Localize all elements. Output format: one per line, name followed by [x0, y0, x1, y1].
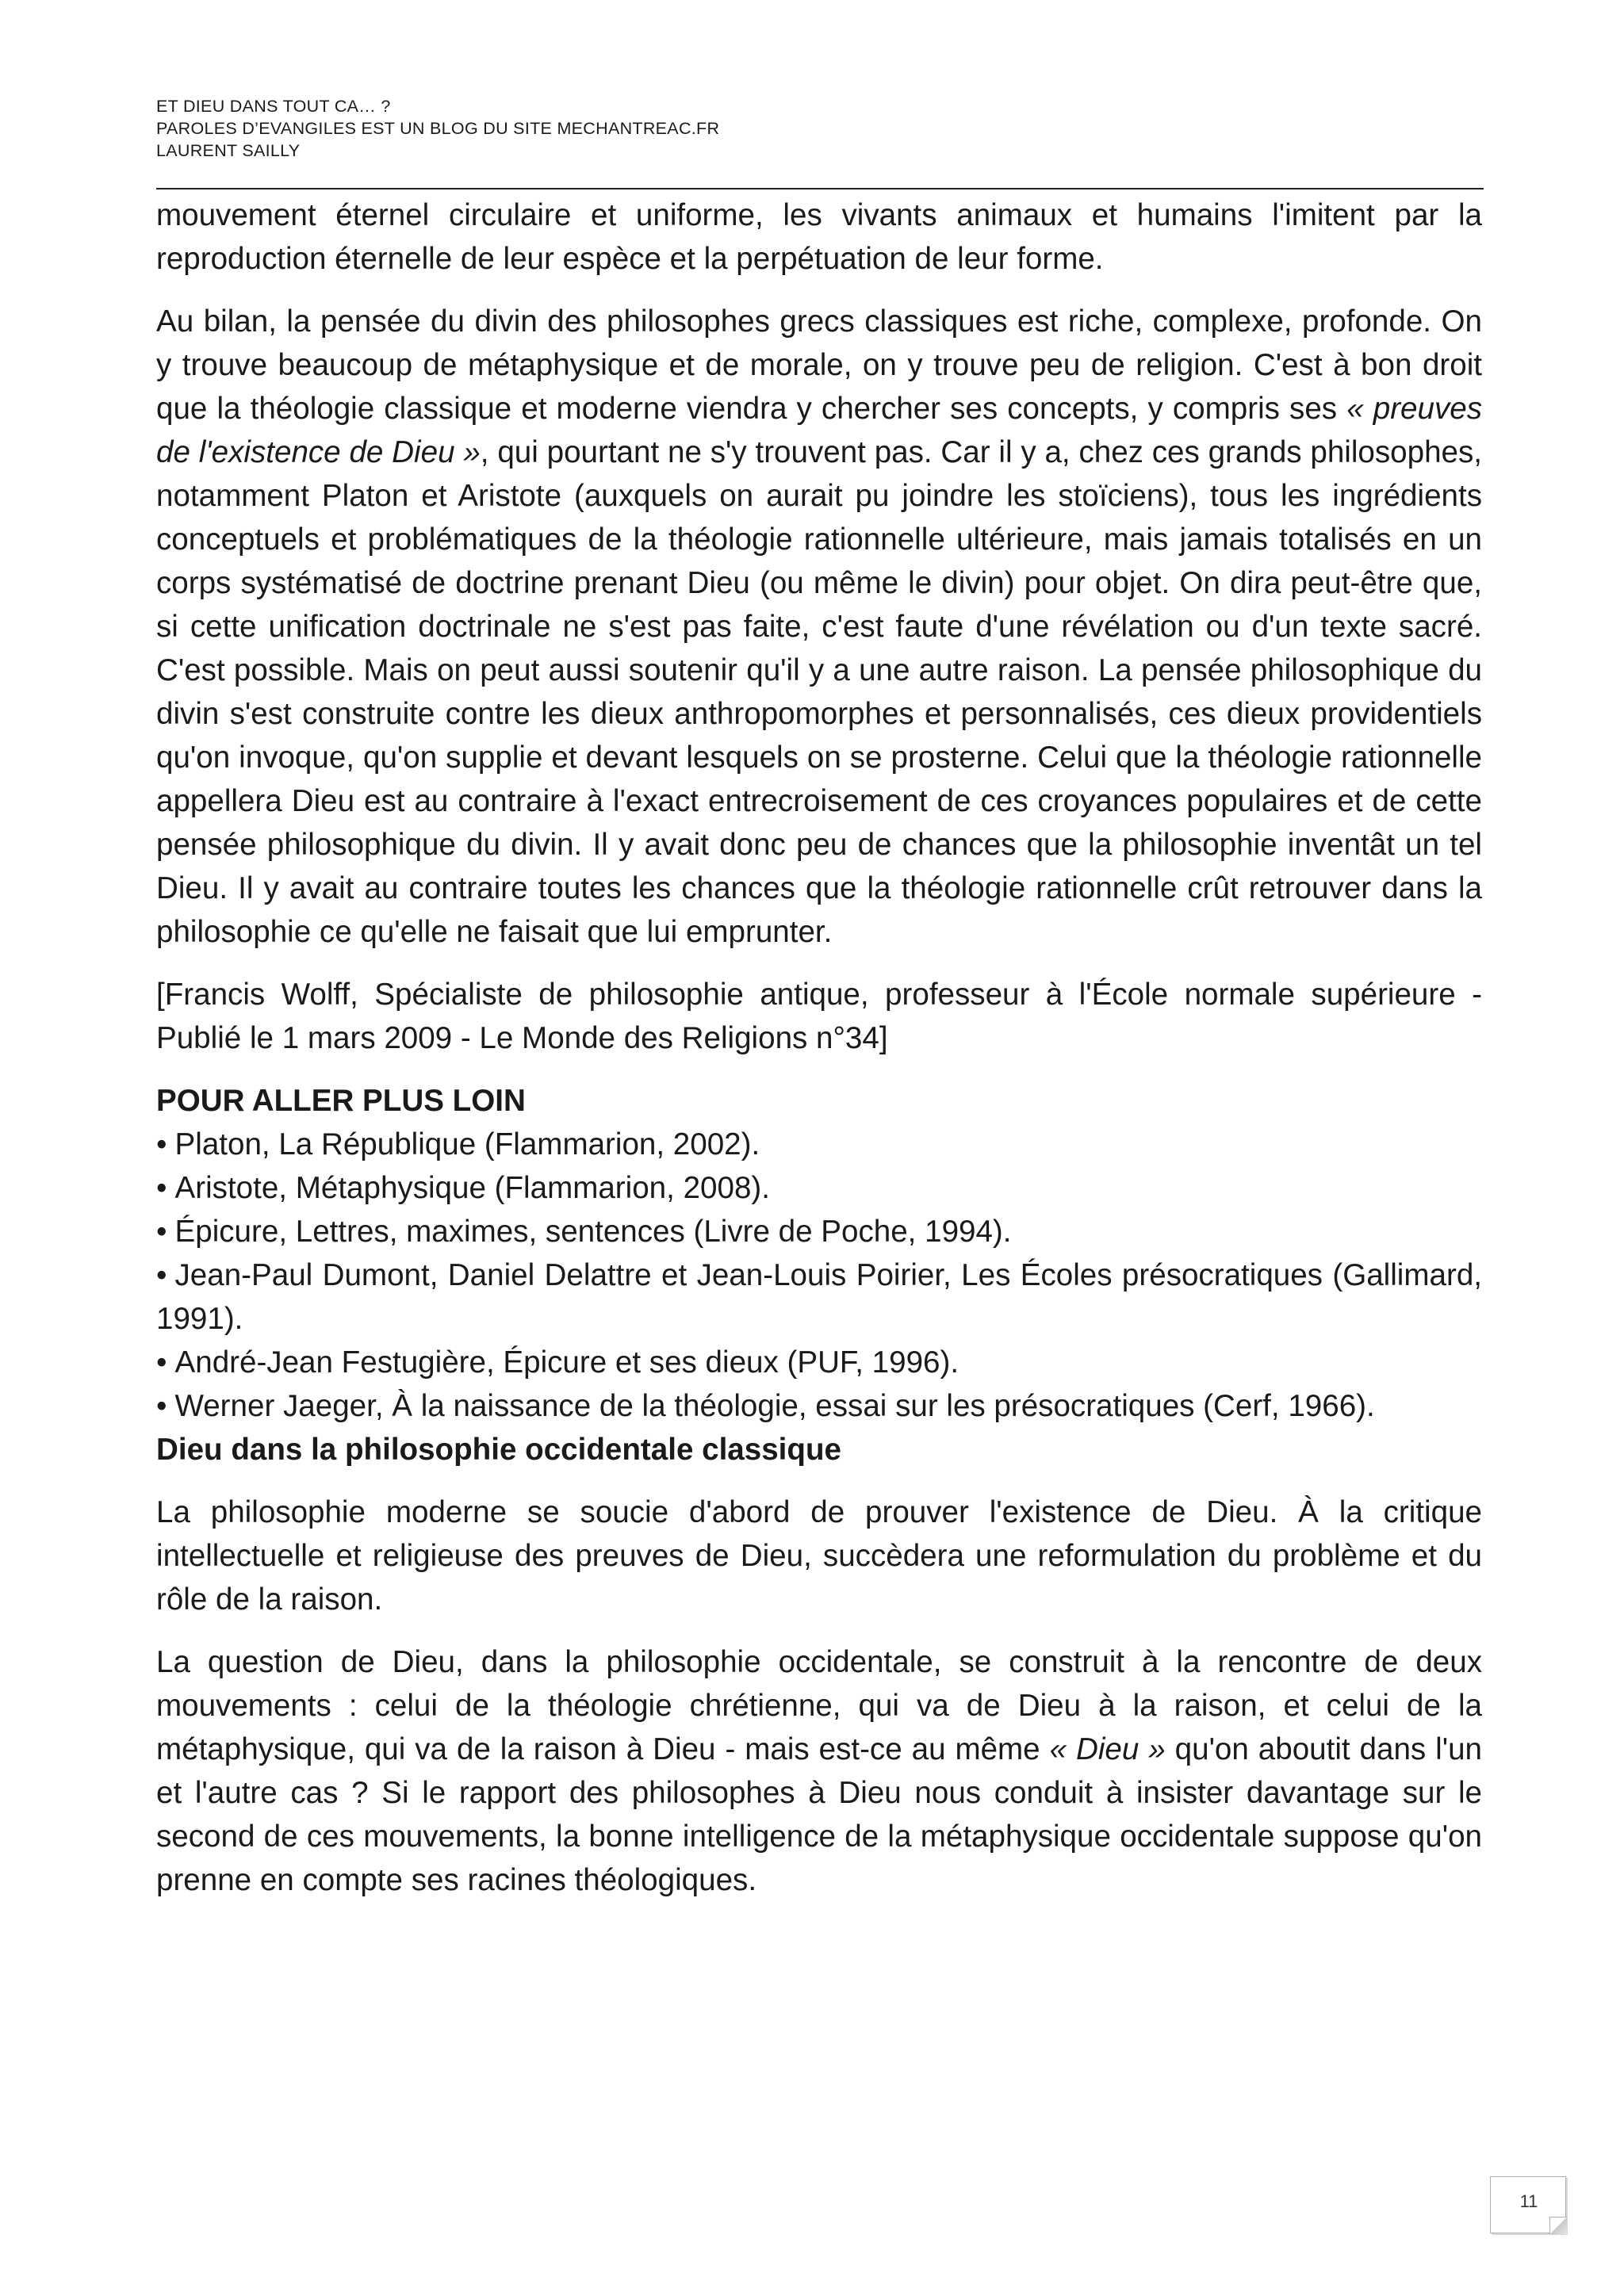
- paragraph-moderne: La philosophie moderne se soucie d'abord de prouver l'existence de Dieu. À la critique intellectuelle et religieuse des preuves de Dieu, succèdera une reformulation du problème et du rôle de la raison.: [156, 1495, 1482, 1617]
- bibliography-item: [156, 1384, 1482, 1428]
- header-line-author: LAURENT SAILLY: [156, 141, 301, 160]
- paragraph-question-text-1: La question de Dieu, dans la philosophie occidentale, se construit à la rencontre de deux mouvements : celui de la théologie chrétienne, qui va de Dieu à la raison, et celui de la métaphysique, qui va de la raison à Dieu - mais est-ce au même: [156, 1645, 1482, 1766]
- paragraph-bilan-text-1: Au bilan, la pensée du divin des philosophes grecs classiques est riche, complexe, profonde. On y trouve beaucoup de métaphysique et de morale, on y trouve peu de religion. C'est à bon droit que la théologie classique et moderne viendra y chercher ses concepts, y compris ses: [156, 304, 1482, 426]
- bullet-icon: •: [156, 1215, 167, 1249]
- bibliography-item: [156, 1253, 1482, 1341]
- bullet-icon: •: [156, 1171, 167, 1205]
- header-divider: [156, 188, 1484, 189]
- paragraph-bilan-emphasis: « preuves de l'existence de Dieu »: [156, 392, 1482, 469]
- paragraph-question: [156, 1640, 1482, 1902]
- bibliography-item-text: Jean-Paul Dumont, Daniel Delattre et Jean-Louis Poirier, Les Écoles présocratiques (Gallimard, 1991).: [156, 1258, 1482, 1336]
- bibliography-item: [156, 1210, 1482, 1253]
- paragraph-question-emphasis: « Dieu »: [1049, 1732, 1166, 1766]
- further-reading-heading: POUR ALLER PLUS LOIN: [156, 1084, 526, 1118]
- bullet-icon: •: [156, 1258, 167, 1292]
- running-header: [156, 95, 1484, 162]
- paragraph-bilan: [156, 300, 1482, 954]
- bibliography-item: [156, 1166, 1482, 1210]
- paragraph-question-text-2: qu'on aboutit dans l'un et l'autre cas ? Si le rapport des philosophes à Dieu nous conduit à insister davantage sur le second de ces mouvements, la bonne intelligence de la métaphysique occidentale suppose qu'on prenne en compte ses racines théologiques.: [156, 1732, 1482, 1897]
- bibliography-list: [156, 1123, 1482, 1428]
- bullet-icon: •: [156, 1345, 167, 1380]
- page-number-box: [1490, 2176, 1566, 2233]
- bibliography-item-text: Platon, La République (Flammarion, 2002).: [174, 1127, 760, 1161]
- bibliography-item-text: Aristote, Métaphysique (Flammarion, 2008).: [174, 1171, 770, 1205]
- section-heading: Dieu dans la philosophie occidentale classique: [156, 1433, 841, 1467]
- paragraph-bilan-text-2: , qui pourtant ne s'y trouvent pas. Car il y a, chez ces grands philosophes, notamment Platon et Aristote (auxquels on aurait pu joindre les stoïciens), tous les ingrédients conceptuels et problématiques de la théologie rationnelle ultérieure, mais jamais totalisés en un corps systématisé de doctrine prenant Dieu (ou même le divin) pour objet. On dira peut-être que, si cette unification doctrinale ne s'est pas faite, c'est faute d'une révélation ou d'un texte sacré. C'est possible. Mais on peut aussi soutenir qu'il y a une autre raison. La pensée philosophique du divin s'est construite contre les dieux anthropomorphes et personnalisés, ces dieux providentiels qu'on invoque, qu'on supplie et devant lesquels on se prosterne. Celui que la théologie rationnelle appellera Dieu est au contraire à l'exact entrecroisement de ces croyances populaires et de cette pensée philosophique du divin. Il y avait donc peu de chances que la philosophie inventât un tel Dieu. Il y avait au contraire toutes les chances que la théologie rationnelle crût retrouver dans la philosophie ce qu'elle ne faisait que lui emprunter.: [156, 435, 1482, 949]
- page-content: [156, 193, 1482, 1902]
- citation: [Francis Wolff, Spécialiste de philosophie antique, professeur à l'École normale supérieure - Publié le 1 mars 2009 - Le Monde des Religions n°34]: [156, 978, 1482, 1055]
- page-curl-icon: [1549, 2217, 1567, 2234]
- bibliography-item-text: Werner Jaeger, À la naissance de la théologie, essai sur les présocratiques (Cerf, 1966).: [174, 1389, 1375, 1423]
- bullet-icon: •: [156, 1389, 167, 1423]
- bibliography-item-text: Épicure, Lettres, maximes, sentences (Livre de Poche, 1994).: [174, 1215, 1012, 1249]
- page-number: 11: [1519, 2191, 1538, 2211]
- bibliography-item: [156, 1123, 1482, 1166]
- paragraph-continuation: mouvement éternel circulaire et uniforme, les vivants animaux et humains l'imitent par la reproduction éternelle de leur espèce et la perpétuation de leur forme.: [156, 198, 1482, 276]
- bullet-icon: •: [156, 1127, 167, 1161]
- bibliography-item-text: André-Jean Festugière, Épicure et ses dieux (PUF, 1996).: [174, 1345, 959, 1380]
- header-line-title: ET DIEU DANS TOUT CA… ?: [156, 97, 391, 116]
- header-line-blog: PAROLES D’EVANGILES EST UN BLOG DU SITE MECHANTREAC.FR: [156, 119, 720, 138]
- bibliography-item: [156, 1341, 1482, 1384]
